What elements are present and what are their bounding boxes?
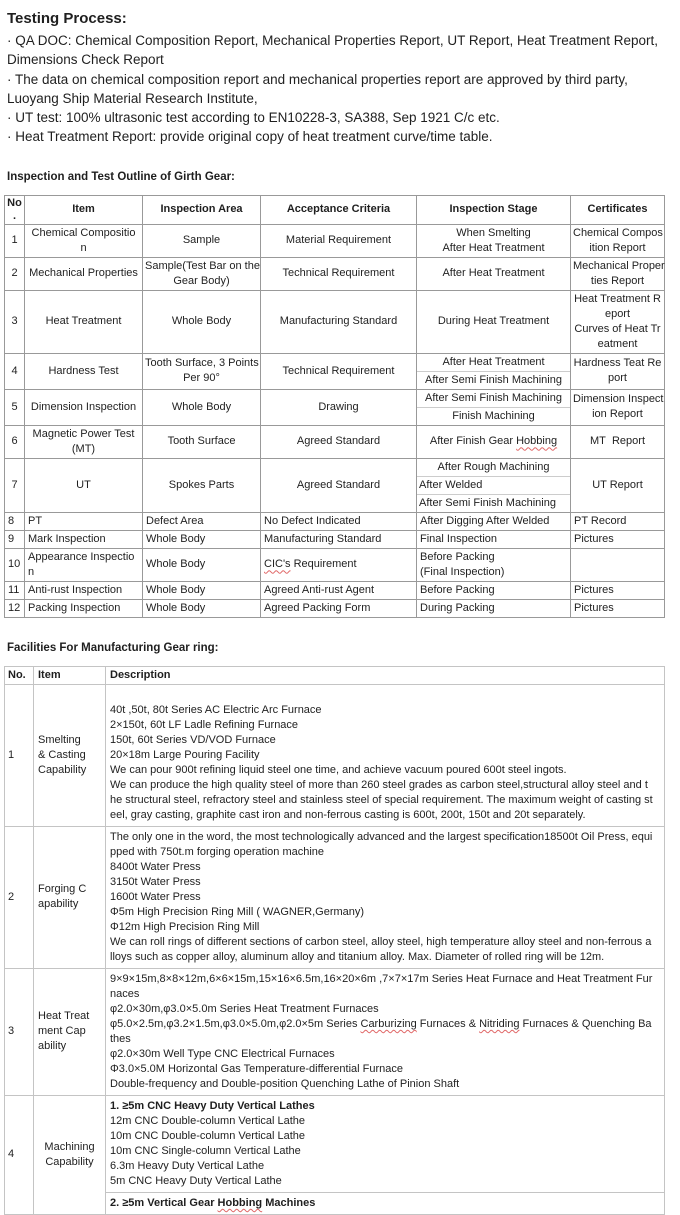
cell-certificates <box>571 290 665 353</box>
cell-item <box>34 684 106 826</box>
cell-line: 4 <box>8 1148 15 1161</box>
cell-line: Mechanical Properties <box>29 267 138 280</box>
cell-certificates <box>571 512 665 530</box>
cell-line: 3150t Water Press <box>110 875 201 888</box>
table-row <box>5 257 665 290</box>
table-row <box>5 530 665 548</box>
cell-line: Technical Requirement <box>282 267 395 280</box>
cell-stage <box>417 548 571 581</box>
table-row <box>5 1095 665 1214</box>
cell-line: Chemical Compositio <box>31 226 136 239</box>
cell-line: naces <box>110 987 140 1000</box>
cell-certificates <box>571 548 665 581</box>
misspelled-word: CIC's <box>264 558 291 571</box>
cell-area <box>143 581 261 599</box>
cell-area <box>143 512 261 530</box>
cell-item <box>25 257 143 290</box>
cell-line: Packing Inspection <box>28 601 121 614</box>
cell-line: After Rough Machining <box>437 460 550 473</box>
cell-line: After Digging After Welded <box>420 514 550 527</box>
cell-no <box>5 389 25 425</box>
cell-no <box>5 290 25 353</box>
cell-item <box>25 512 143 530</box>
description-block <box>106 685 664 826</box>
cell-line: φ2.0×30m Well Type CNC Electrical Furnaces <box>110 1047 335 1060</box>
cell-line: The only one in the word, the most technologically advanced and the largest specification18500t Oil Press, equi <box>110 830 653 843</box>
cell-area <box>143 425 261 458</box>
cell-line: Manufacturing Standard <box>279 315 398 328</box>
description-block <box>106 827 664 968</box>
cell-line: ion Report <box>592 408 643 421</box>
cell-line: Agreed Anti-rust Agent <box>264 583 375 596</box>
cell-line: lloys such as copper alloy, aluminum alloy and titanium alloy. Max. Diameter of rolled ring will be 12m. <box>110 950 605 963</box>
cell-line: Curves of Heat Tr <box>574 322 661 335</box>
cell-item <box>25 353 143 389</box>
cell-line: After Semi Finish Machining <box>425 391 562 404</box>
testing-process-notes <box>7 31 675 147</box>
cell-stage <box>417 599 571 617</box>
cell-item <box>25 290 143 353</box>
description-block <box>106 1096 664 1192</box>
cell-line: ment Cap <box>38 1025 86 1038</box>
cell-line: thes <box>110 1032 131 1045</box>
cell-line: 1600t Water Press <box>110 890 201 903</box>
cell-item <box>25 224 143 257</box>
cell-line: Appearance Inspectio <box>28 550 135 563</box>
cell-no <box>5 425 25 458</box>
cell-criteria <box>261 512 417 530</box>
cell-certificates <box>571 257 665 290</box>
cell-line: 12m CNC Double-column Vertical Lathe <box>110 1114 306 1127</box>
cell-line: Pictures <box>574 583 614 596</box>
column-header: Item <box>25 195 143 224</box>
note-line: · The data on chemical composition report and mechanical properties report are approved by third party, Luoyang Ship Material Research Institute, <box>7 71 628 106</box>
note-line: · QA DOC: Chemical Composition Report, Mechanical Properties Report, UT Report, Heat Treatment Report, Dimensions Check Report <box>7 33 659 68</box>
cell-line: After Heat Treatment <box>442 267 545 280</box>
cell-line: Heat Treatment <box>45 315 122 328</box>
cell-no <box>5 599 25 617</box>
cell-no <box>5 530 25 548</box>
cell-line: & Casting <box>38 748 86 761</box>
cell-line: During Packing <box>420 601 495 614</box>
cell-criteria <box>261 458 417 512</box>
misspelled-word: Nitriding <box>479 1017 520 1030</box>
cell-line: Φ3.0×5.0M Horizontal Gas Temperature-differential Furnace <box>110 1062 403 1075</box>
table-row <box>5 290 665 353</box>
cell-line: We can produce the high quality steel of more than 260 steel grades as carbon steel,structural alloy steel and t <box>110 778 648 791</box>
cell-criteria <box>261 581 417 599</box>
cell-line: After Heat Treatment <box>442 355 545 368</box>
cell-line: Sample <box>182 234 221 247</box>
cell-line: CIC's Requirement <box>264 558 357 571</box>
cell-line: Dimension Inspect <box>573 393 664 406</box>
cell-area <box>143 224 261 257</box>
cell-line: 8 <box>8 514 15 527</box>
cell-line: Whole Body <box>146 583 206 596</box>
cell-line: Whole Body <box>146 532 206 545</box>
column-header: Item <box>34 666 106 684</box>
column-header: No . <box>5 195 25 224</box>
cell-line: Tooth Surface, 3 Points <box>145 357 259 370</box>
cell-line: Forging C <box>38 883 87 896</box>
cell-line: When Smelting <box>456 226 531 239</box>
cell-line: 8400t Water Press <box>110 860 201 873</box>
cell-description <box>106 684 665 826</box>
cell-description <box>106 826 665 968</box>
cell-no <box>5 353 25 389</box>
cell-line: Technical Requirement <box>282 364 395 377</box>
cell-stage <box>417 224 571 257</box>
cell-line: After Semi Finish Machining <box>417 494 570 512</box>
cell-stage <box>417 425 571 458</box>
cell-line: Per 90° <box>183 372 220 385</box>
cell-line: 11 <box>8 583 20 596</box>
cell-no <box>5 548 25 581</box>
cell-item <box>34 826 106 968</box>
cell-item <box>34 1095 106 1214</box>
cell-line: φ2.0×30m,φ3.0×5.0m Series Heat Treatment Furnaces <box>110 1002 379 1015</box>
cell-no <box>5 968 34 1095</box>
cell-no <box>5 224 25 257</box>
cell-item <box>25 425 143 458</box>
cell-line: Whole Body <box>171 315 232 328</box>
cell-stage <box>417 458 571 512</box>
cell-line: Manufacturing Standard <box>264 532 382 545</box>
cell-stage <box>417 353 571 389</box>
column-header: No. <box>5 666 34 684</box>
cell-line: MT Report <box>589 435 645 448</box>
misspelled-word: Hobbing <box>217 1196 263 1209</box>
cell-line: Φ5m High Precision Ring Mill ( WAGNER,Germany) <box>110 905 365 918</box>
cell-criteria <box>261 257 417 290</box>
cell-line: No Defect Indicated <box>264 514 361 527</box>
cell-criteria <box>261 389 417 425</box>
cell-line: n <box>80 241 87 254</box>
table-row <box>5 968 665 1095</box>
cell-line: (Final Inspection) <box>420 565 505 578</box>
cell-line: Before Packing <box>420 550 495 563</box>
cell-criteria <box>261 425 417 458</box>
cell-line: Machining <box>44 1140 95 1153</box>
cell-line: 6.3m Heavy Duty Vertical Lathe <box>110 1159 265 1172</box>
cell-area <box>143 290 261 353</box>
cell-no <box>5 826 34 968</box>
cell-line: Whole Body <box>171 400 232 413</box>
cell-item <box>25 581 143 599</box>
header-row <box>5 195 665 224</box>
cell-certificates <box>571 353 665 389</box>
section-title-facilities: Facilities For Manufacturing Gear ring: <box>7 641 219 654</box>
cell-line: he structural steel, refractory steel and stainless steel of special requirement. The maximum weight of casting st <box>110 793 653 806</box>
cell-no <box>5 1095 34 1214</box>
cell-line: 10m CNC Single-column Vertical Lathe <box>110 1144 301 1157</box>
cell-line: 6 <box>11 435 18 448</box>
cell-description <box>106 1095 665 1214</box>
cell-area <box>143 353 261 389</box>
cell-line: Chemical Compos <box>573 226 663 239</box>
cell-line: Before Packing <box>420 583 495 596</box>
cell-line: Anti-rust Inspection <box>28 583 123 596</box>
cell-line: ties Report <box>590 274 645 287</box>
page-title: Testing Process: <box>7 10 127 27</box>
cell-line: After Welded <box>417 476 570 494</box>
cell-line: Sample(Test Bar on the <box>145 259 260 272</box>
cell-line: 40t ,50t, 80t Series AC Electric Arc Furnace <box>110 703 322 716</box>
note-line: · UT test: 100% ultrasonic test according to EN10228-3, SA388, Sep 1921 C/c etc. <box>7 110 500 126</box>
cell-line: Smelting <box>38 733 81 746</box>
cell-line: eel, gray casting, graphite cast iron and non-ferrous casting is 600t, 200t, 150t and 20t separately. <box>110 808 586 821</box>
cell-stage <box>417 512 571 530</box>
cell-line: UT Report <box>592 478 643 491</box>
cell-line: We can pour 900t refining liquid steel one time, and achieve vacuum poured 600t steel ingots. <box>110 763 567 776</box>
header-row <box>5 666 665 684</box>
cell-stage <box>417 581 571 599</box>
cell-line: 150t, 60t Series VD/VOD Furnace <box>110 733 276 746</box>
cell-no <box>5 581 25 599</box>
table-row <box>5 353 665 389</box>
cell-line: 1 <box>8 748 15 761</box>
table-row <box>5 224 665 257</box>
column-header: Inspection Area <box>143 195 261 224</box>
cell-criteria <box>261 530 417 548</box>
cell-line: eatment <box>597 337 638 350</box>
cell-line: 5 <box>11 400 18 413</box>
table-row <box>5 581 665 599</box>
cell-line: 3 <box>8 1025 15 1038</box>
cell-line: We can roll rings of different sections of carbon steel, alloy steel, high temperature alloy steel and non-ferrous a <box>110 935 652 948</box>
cell-certificates <box>571 425 665 458</box>
cell-line: 2 <box>11 267 18 280</box>
cell-line: Agreed Standard <box>296 478 381 491</box>
cell-line: Final Inspection <box>420 532 498 545</box>
cell-line: Agreed Packing Form <box>264 601 371 614</box>
cell-line: 10m CNC Double-column Vertical Lathe <box>110 1129 306 1142</box>
table-row <box>5 684 665 826</box>
cell-certificates <box>571 581 665 599</box>
cell-line: 9×9×15m,8×8×12m,6×6×15m,15×16×6.5m,16×20×6m ,7×7×17m Series Heat Furnace and Heat Treatment Fur <box>110 972 653 985</box>
cell-line: Mechanical Proper <box>573 259 665 272</box>
cell-criteria <box>261 353 417 389</box>
cell-item <box>25 389 143 425</box>
cell-line: Magnetic Power Test <box>32 427 135 440</box>
misspelled-word: Hobbing <box>516 435 558 448</box>
cell-line: 12 <box>8 601 21 614</box>
cell-line: 10 <box>8 558 21 571</box>
cell-stage <box>417 290 571 353</box>
cell-line: Drawing <box>318 400 359 413</box>
cell-line: n <box>28 565 35 578</box>
cell-line: 2×150t, 60t LF Ladle Refining Furnace <box>110 718 299 731</box>
cell-line: ability <box>38 1040 67 1053</box>
cell-line <box>571 557 664 572</box>
cell-line: Hardness Teat Re <box>573 357 662 370</box>
cell-line: 20×18m Large Pouring Facility <box>110 748 260 761</box>
cell-line: (MT) <box>71 442 96 455</box>
cell-line: Spokes Parts <box>168 478 235 491</box>
cell-line: eport <box>604 307 631 320</box>
cell-line: 9 <box>8 532 15 545</box>
cell-line: 2. ≥5m Vertical Gear Hobbing Machines <box>110 1196 316 1209</box>
cell-line: Pictures <box>574 532 614 545</box>
cell-line: 7 <box>11 478 18 491</box>
cell-certificates <box>571 530 665 548</box>
column-header: Acceptance Criteria <box>261 195 417 224</box>
cell-area <box>143 458 261 512</box>
cell-line: pped with 750t.m forging operation machine <box>110 845 325 858</box>
facilities-table <box>4 666 665 1215</box>
table-row <box>5 512 665 530</box>
cell-line: 1 <box>11 234 18 247</box>
misspelled-word: Carburizing <box>360 1017 417 1030</box>
cell-line: apability <box>38 898 79 911</box>
cell-line: 1. ≥5m CNC Heavy Duty Vertical Lathes <box>110 1099 315 1112</box>
cell-line: Capability <box>45 1155 94 1168</box>
cell-no <box>5 257 25 290</box>
cell-line: Mark Inspection <box>28 532 106 545</box>
cell-line: PT Record <box>574 514 627 527</box>
cell-stage <box>417 389 571 425</box>
table-row <box>5 548 665 581</box>
cell-area <box>143 548 261 581</box>
cell-line: Heat Treat <box>38 1010 90 1023</box>
cell-line: Φ12m High Precision Ring Mill <box>110 920 260 933</box>
cell-line: Finish Machining <box>417 407 570 425</box>
cell-line: φ5.0×2.5m,φ3.2×1.5m,φ3.0×5.0m,φ2.0×5m Series Carburizing Furnaces & Nitriding Furnaces & Quenching Ba <box>110 1017 652 1030</box>
cell-line: After Heat Treatment <box>442 241 545 254</box>
cell-line: Whole Body <box>146 558 206 571</box>
cell-line: Capability <box>38 763 87 776</box>
cell-line: UT <box>76 478 91 491</box>
cell-line: PT <box>28 514 43 527</box>
cell-area <box>143 599 261 617</box>
cell-line: After Semi Finish Machining <box>417 371 570 389</box>
cell-item <box>25 458 143 512</box>
table-row <box>5 458 665 512</box>
cell-certificates <box>571 458 665 512</box>
description-block <box>106 969 664 1095</box>
cell-description <box>106 968 665 1095</box>
cell-item <box>34 968 106 1095</box>
cell-no <box>5 684 34 826</box>
cell-line: Hardness Test <box>48 364 119 377</box>
cell-certificates <box>571 599 665 617</box>
cell-line: Pictures <box>574 601 614 614</box>
column-header: Certificates <box>571 195 665 224</box>
cell-line: Defect Area <box>146 514 204 527</box>
cell-line: Tooth Surface <box>167 435 236 448</box>
cell-item <box>25 548 143 581</box>
cell-criteria <box>261 224 417 257</box>
table-row <box>5 425 665 458</box>
cell-line: 3 <box>11 315 18 328</box>
cell-line: port <box>608 372 627 385</box>
description-block <box>106 1192 664 1214</box>
table-row <box>5 389 665 425</box>
cell-item <box>25 599 143 617</box>
cell-area <box>143 257 261 290</box>
section-title-inspection: Inspection and Test Outline of Girth Gear: <box>7 170 235 183</box>
cell-criteria <box>261 599 417 617</box>
cell-stage <box>417 257 571 290</box>
cell-line: Gear Body) <box>173 274 230 287</box>
cell-line: ition Report <box>589 241 646 254</box>
cell-no <box>5 458 25 512</box>
table-row <box>5 826 665 968</box>
cell-area <box>143 530 261 548</box>
column-header: Inspection Stage <box>417 195 571 224</box>
cell-line <box>106 688 664 703</box>
cell-item <box>25 530 143 548</box>
cell-line: During Heat Treatment <box>437 315 550 328</box>
cell-line: Double-frequency and Double-position Quenching Lathe of Pinion Shaft <box>110 1077 460 1090</box>
cell-line: 4 <box>11 364 18 377</box>
cell-stage <box>417 530 571 548</box>
cell-line: 2 <box>8 890 15 903</box>
cell-criteria <box>261 548 417 581</box>
cell-certificates <box>571 389 665 425</box>
cell-line: After Finish Gear Hobbing <box>429 435 558 448</box>
table-row <box>5 599 665 617</box>
column-header: Description <box>106 666 665 684</box>
cell-area <box>143 389 261 425</box>
cell-certificates <box>571 224 665 257</box>
inspection-table <box>4 195 665 618</box>
cell-line: Material Requirement <box>285 234 392 247</box>
cell-line: Agreed Standard <box>296 435 381 448</box>
cell-line: Dimension Inspection <box>30 400 137 413</box>
cell-criteria <box>261 290 417 353</box>
cell-no <box>5 512 25 530</box>
cell-line: 5m CNC Heavy Duty Vertical Lathe <box>110 1174 282 1187</box>
cell-line: Heat Treatment R <box>574 292 661 305</box>
note-line: · Heat Treatment Report: provide original copy of heat treatment curve/time table. <box>7 129 493 145</box>
cell-line: Whole Body <box>146 601 206 614</box>
